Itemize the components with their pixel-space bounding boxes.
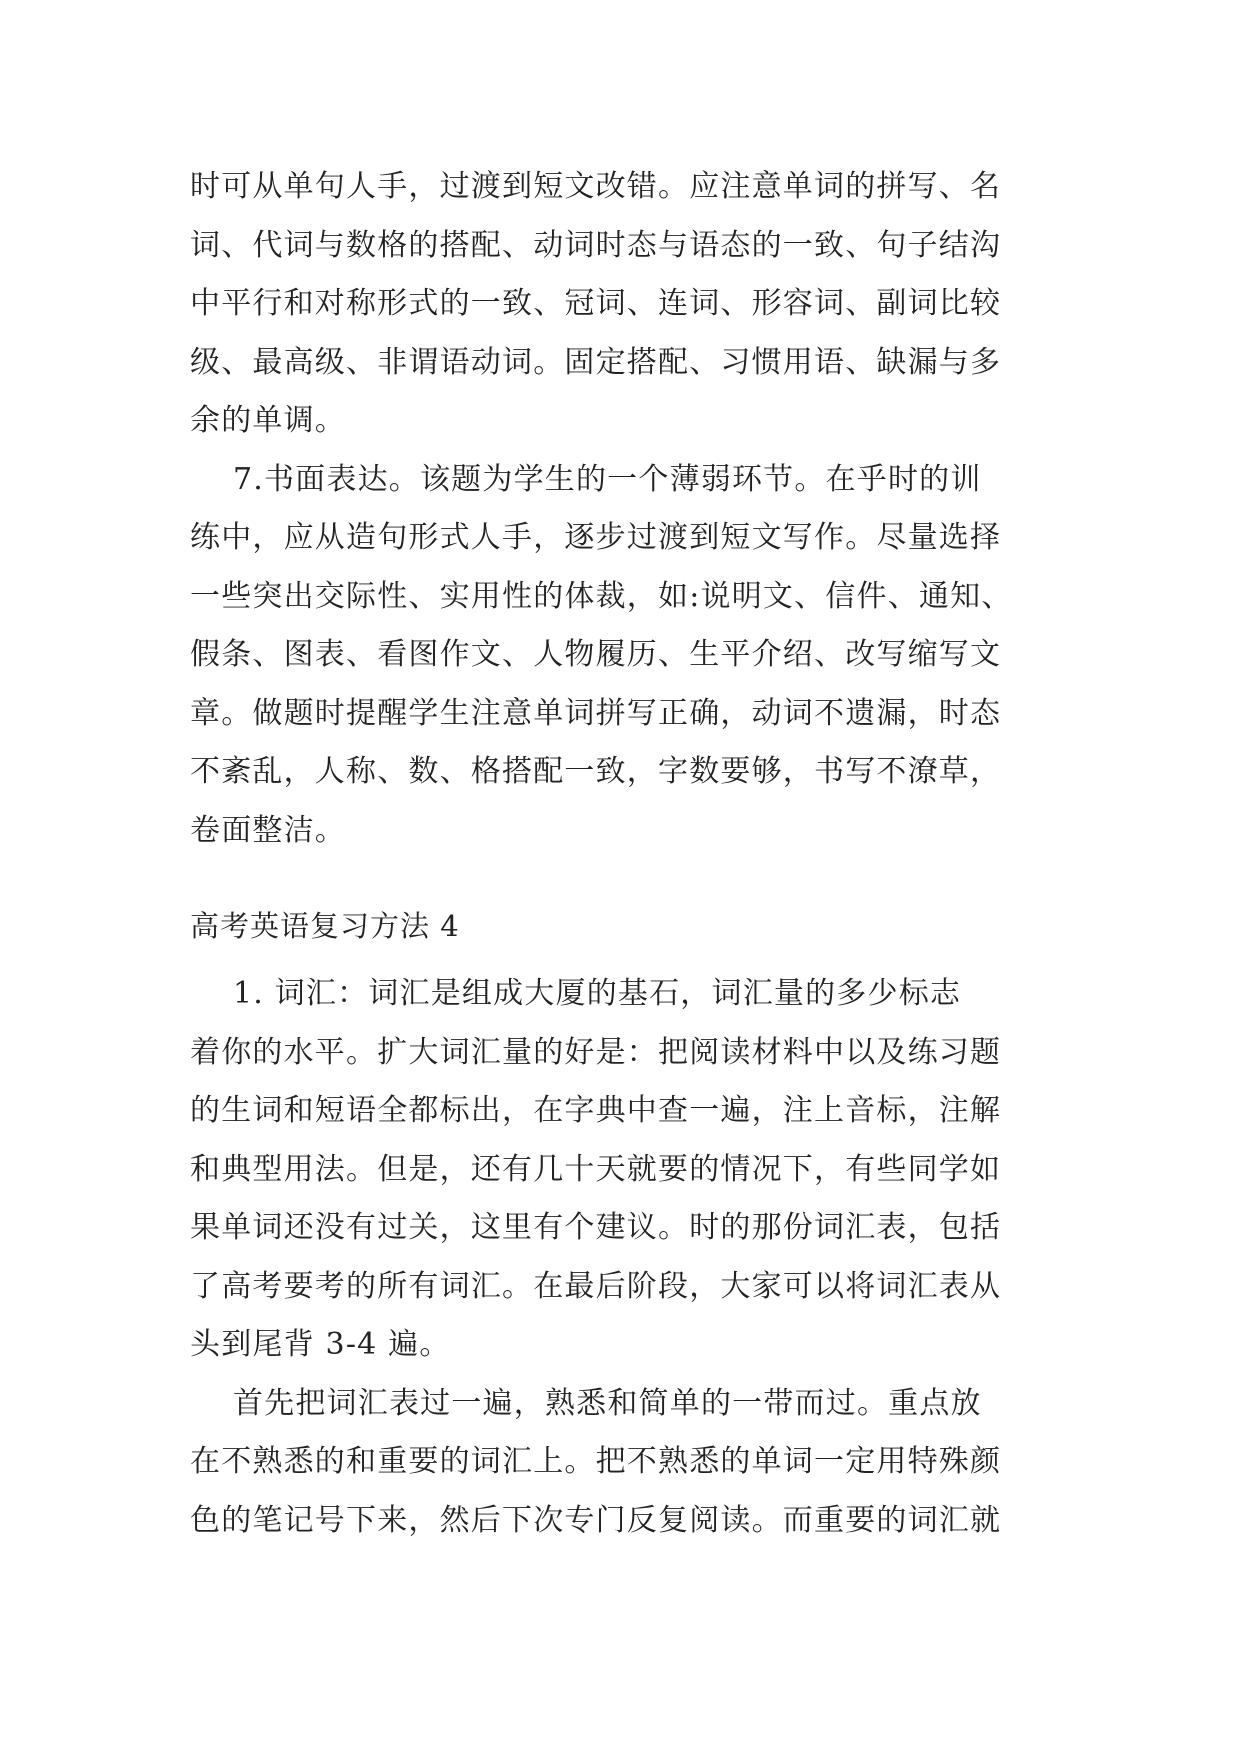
text-line: 章。做题时提醒学生注意单词拼写正确，动词不遗漏，时态 [190,695,1002,731]
text-line: 不紊乱，人称、数、格搭配一致，字数要够，书写不潦草， [190,754,1002,789]
text-line: 了高考要考的所有词汇。在最后阶段，大家可以将词汇表从 [190,1268,1002,1304]
text-line: 卷面整洁。 [190,812,346,848]
text-line: 词、代词与数格的搭配、动词时态与语态的一致、句子结沟 [190,227,1002,263]
text-line: 余的单调。 [190,403,346,438]
text-line: 在不熟悉的和重要的词汇上。把不熟悉的单词一定用特殊颜 [190,1444,1002,1479]
text-line: 一些突出交际性、实用性的体裁，如:说明文、信件、通知、 [190,578,1013,614]
text-line: 和典型用法。但是，还有几十天就要的情况下，有些同学如 [190,1151,1002,1187]
text-line: 假条、图表、看图作文、人物履历、生平介绍、改写缩写文 [190,637,1002,672]
text-line: 中平行和对称形式的一致、冠词、连词、形容词、副词比较 [190,286,1002,321]
text-line: 首先把词汇表过一遍，熟悉和简单的一带而过。重点放 [190,1385,982,1421]
text-line: 果单词还没有过关，这里有个建议。时的那份词汇表，包括 [190,1210,1002,1245]
text-line: 7.书面表达。该题为学生的一个薄弱环节。在乎时的训 [190,461,982,497]
text-line: 着你的水平。扩大词汇量的好是：把阅读材料中以及练习题 [190,1034,1002,1070]
text-line: 头到尾背 3-4 遍。 [190,1327,451,1362]
text-line: 级、最高级、非谓语动词。固定搭配、习惯用语、缺漏与多 [190,344,1002,380]
text-line: 时可从单句人手，过渡到短文改错。应注意单词的拼写、名 [190,169,1002,204]
paragraph-block-error-correction-and-writing [190,158,1060,860]
text-line: 1. 词汇：词汇是组成大厦的基石，词汇量的多少标志 [190,976,962,1011]
section-heading: 高考英语复习方法 4 [190,909,460,943]
text-line: 练中，应从造句形式人手，逐步过渡到短文写作。尽量选择 [190,520,1002,555]
text-line: 色的笔记号下来，然后下次专门反复阅读。而重要的词汇就 [190,1502,1002,1538]
text-line: 的生词和短语全都标出，在字典中查一遍，注上音标，注解 [190,1093,1002,1128]
paragraph-block-vocabulary [190,965,1060,1550]
